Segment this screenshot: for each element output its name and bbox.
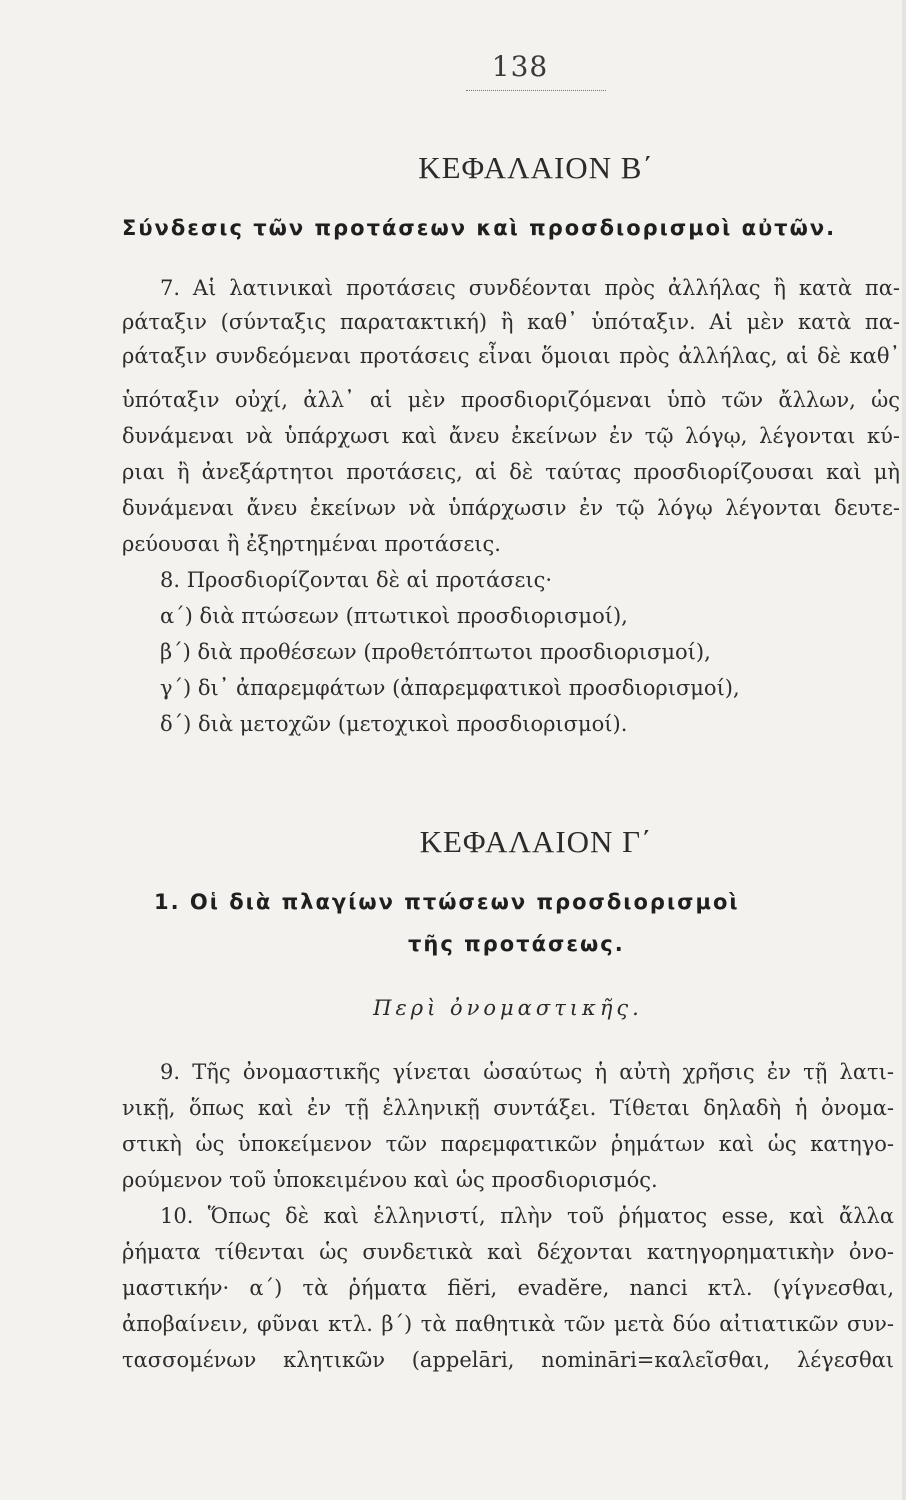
text-line: ἀποβαίνειν, φῦναι κτλ. β΄) τὰ παθητικὰ τῶν μετὰ δύο αἰτιατικῶν συν- — [122, 1312, 894, 1336]
chapter-b-title: ΚΕΦΑΛΑΙΟΝ Β΄ — [418, 150, 654, 185]
page-number: 138 — [491, 50, 549, 83]
text-line: τασσομένων κλητικῶν (appelāri, nomināri=καλεῖσθαι, λέγεσθαι — [122, 1348, 894, 1372]
list-item: δ΄) διὰ μετοχῶν (μετοχικοὶ προσδιορισμοί). — [160, 712, 628, 736]
chapter-g-title: ΚΕΦΑΛΑΙΟΝ Γ΄ — [419, 824, 653, 859]
chapter-b-subtitle: Σύνδεσις τῶν προτάσεων καὶ προσδιορισμοὶ αὐτῶν. — [122, 216, 837, 240]
text-line: δυνάμεναι νὰ ὑπάρχωσι καὶ ἄνευ ἐκείνων ἐν τῷ λόγῳ, λέγονται κύ- — [122, 424, 900, 448]
section-title: Περὶ ὀνομαστικῆς. — [373, 996, 643, 1020]
text-line: 8. Προσδιορίζονται δὲ αἱ προτάσεις· — [160, 568, 553, 592]
text-line: μαστικήν· α΄) τὰ ῥήματα fiĕri, evadĕre, nanci κτλ. (γίγνεσθαι, — [122, 1276, 894, 1300]
text-line: 10. Ὅπως δὲ καὶ ἑλληνιστί, πλὴν τοῦ ῥήματος esse, καὶ ἄλλα — [160, 1204, 894, 1228]
text-line: ρούμενον τοῦ ὑποκειμένου καὶ ὡς προσδιορισμός. — [122, 1168, 658, 1192]
text-line: ράταξιν συνδεόμεναι προτάσεις εἶναι ὅμοιαι πρὸς ἀλλήλας, αἱ δὲ καθ᾽ — [122, 344, 900, 368]
chapter-g-subtitle-line2: τῆς προτάσεως. — [408, 932, 625, 956]
text-line: 9. Τῆς ὀνομαστικῆς γίνεται ὡσαύτως ἡ αὐτὴ χρῆσις ἐν τῇ λατι- — [160, 1060, 894, 1084]
text-line: δυνάμεναι ἄνευ ἐκείνων νὰ ὑπάρχωσιν ἐν τῷ λόγῳ λέγονται δευτε- — [122, 496, 900, 520]
text-line: νικῇ, ὅπως καὶ ἐν τῇ ἑλληνικῇ συντάξει. Τίθεται δηλαδὴ ἡ ὀνομα- — [122, 1096, 894, 1120]
page-number-rule — [466, 90, 606, 91]
list-item: α΄) διὰ πτώσεων (πτωτικοὶ προσδιορισμοί), — [160, 604, 628, 628]
text-line: στικὴ ὡς ὑποκείμενον τῶν παρεμφατικῶν ῥημάτων καὶ ὡς κατηγο- — [122, 1132, 894, 1156]
text-line: ὑπόταξιν οὐχί, ἀλλ᾽ αἱ μὲν προσδιοριζόμεναι ὑπὸ τῶν ἄλλων, ὡς — [122, 388, 900, 412]
text-line: ριαι ἢ ἀνεξάρτητοι προτάσεις, αἱ δὲ ταύτας προσδιορίζουσαι καὶ μὴ — [122, 460, 900, 484]
text-line: ρεύουσαι ἢ ἐξηρτημέναι προτάσεις. — [122, 532, 501, 556]
list-item: β΄) διὰ προθέσεων (προθετόπτωτοι προσδιορισμοί), — [160, 640, 711, 664]
text-line: ῥήματα τίθενται ὡς συνδετικὰ καὶ δέχονται κατηγορηματικὴν ὀνο- — [122, 1240, 894, 1264]
list-item: γ΄) δι᾽ ἀπαρεμφάτων (ἀπαρεμφατικοὶ προσδιορισμοί), — [160, 676, 740, 700]
page-edge — [902, 0, 906, 1500]
text-line: ράταξιν (σύνταξις παρατακτική) ἢ καθ᾽ ὑπόταξιν. Αἱ μὲν κατὰ πα- — [122, 310, 900, 334]
chapter-g-subtitle-line1: 1. Οἱ διὰ πλαγίων πτώσεων προσδιορισμοὶ — [154, 890, 740, 914]
text-line: 7. Αἱ λατινικαὶ προτάσεις συνδέονται πρὸς ἀλλήλας ἢ κατὰ πα- — [160, 276, 900, 300]
